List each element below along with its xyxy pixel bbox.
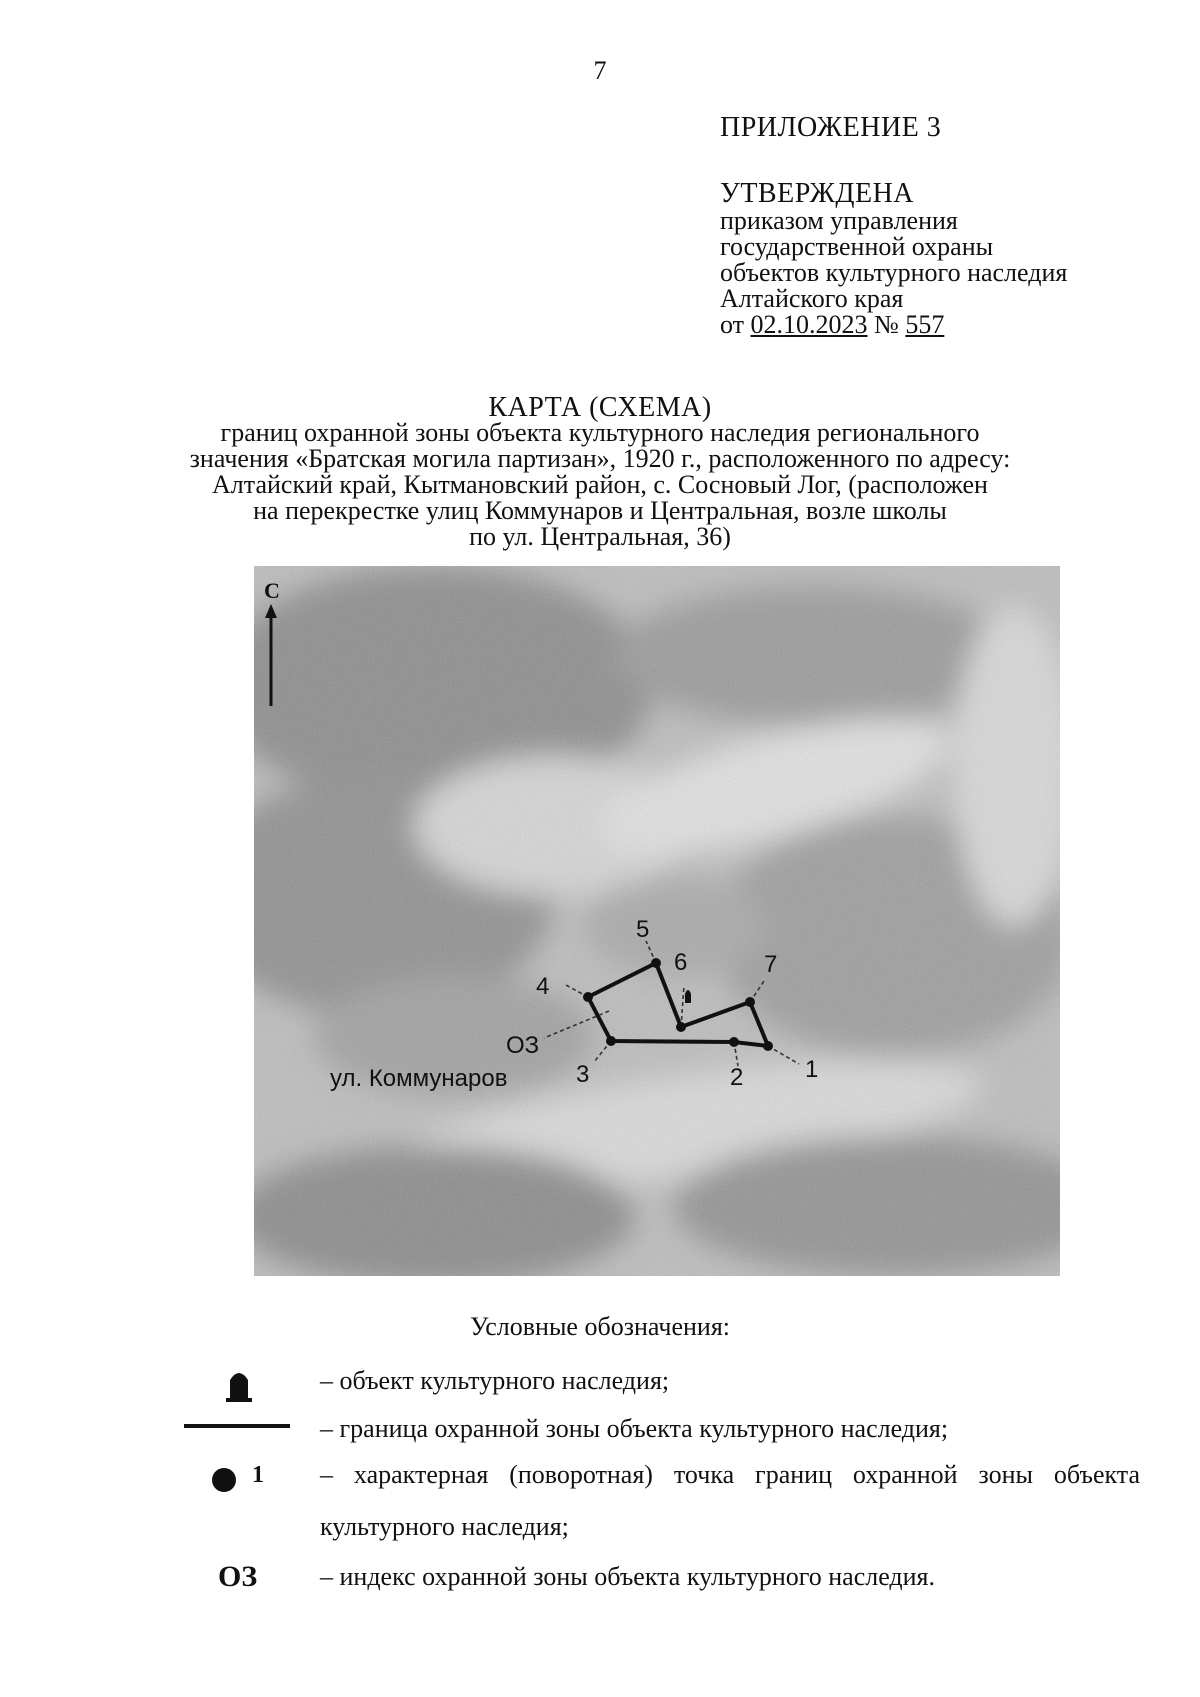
subtitle-line: значения «Братская могила партизан», 1920 г., расположенного по адресу: (189, 444, 1011, 473)
subtitle-line: границ охранной зоны объекта культурного наследия регионального (220, 418, 980, 447)
order-number-sign: № (874, 310, 899, 339)
map-grain (254, 566, 1060, 1276)
map-svg (254, 566, 1060, 1276)
north-label: С (264, 578, 280, 603)
approval-line: объектов культурного наследия (720, 258, 1068, 287)
point-label-1: 1 (805, 1056, 819, 1083)
map-image (254, 566, 1060, 1276)
legend-text-heritage-object: – объект культурного наследия; (320, 1366, 670, 1395)
approval-order (720, 312, 944, 338)
legend-boundary-line (184, 1422, 290, 1430)
order-date: 02.10.2023 (750, 310, 868, 339)
turning-point (745, 997, 755, 1007)
appendix-title: ПРИЛОЖЕНИЕ 3 (720, 112, 942, 143)
legend-point-icon (210, 1466, 238, 1494)
order-prefix: от (720, 310, 745, 339)
legend-text-zone-index: – индекс охранной зоны объекта культурного наследия. (320, 1562, 936, 1591)
turning-point (729, 1037, 739, 1047)
street-label: ул. Коммунаров (330, 1065, 508, 1092)
order-number: 557 (905, 310, 945, 339)
legend-text-turning-point: – характерная (поворотная) точка границ охранной зоны объекта (320, 1460, 1140, 1489)
legend-heading: Условные обозначения: (469, 1312, 731, 1341)
turning-point (606, 1036, 616, 1046)
turning-point (763, 1041, 773, 1051)
approval-line: Алтайского края (720, 284, 904, 313)
zone-label: ОЗ (506, 1032, 540, 1059)
turning-point (583, 992, 593, 1002)
legend-text-boundary: – граница охранной зоны объекта культурного наследия; (320, 1414, 949, 1443)
subtitle-line: на перекрестке улиц Коммунаров и Центральная, возле школы (253, 496, 947, 525)
approval-line: государственной охраны (720, 232, 994, 261)
page-number: 7 (593, 56, 607, 85)
approved-label: УТВЕРЖДЕНА (720, 178, 915, 209)
point-label-4: 4 (536, 973, 550, 1000)
legend-monument-icon (222, 1366, 256, 1402)
legend-point-number: 1 (252, 1462, 264, 1488)
legend-text-turning-point-cont: культурного наследия; (320, 1512, 569, 1541)
point-label-2: 2 (730, 1064, 744, 1091)
point-label-7: 7 (764, 951, 778, 978)
approval-line: приказом управления (720, 206, 958, 235)
map-title: КАРТА (СХЕМА) (488, 392, 712, 423)
subtitle-line: Алтайский край, Кытмановский район, с. Сосновый Лог, (расположен (212, 470, 988, 499)
point-label-5: 5 (636, 916, 650, 943)
point-label-6: 6 (674, 949, 688, 976)
point-label-3: 3 (576, 1061, 590, 1088)
legend-zone-index: ОЗ (218, 1560, 258, 1593)
subtitle-line: по ул. Центральная, 36) (469, 522, 731, 551)
turning-point (651, 958, 661, 968)
turning-point (676, 1022, 686, 1032)
